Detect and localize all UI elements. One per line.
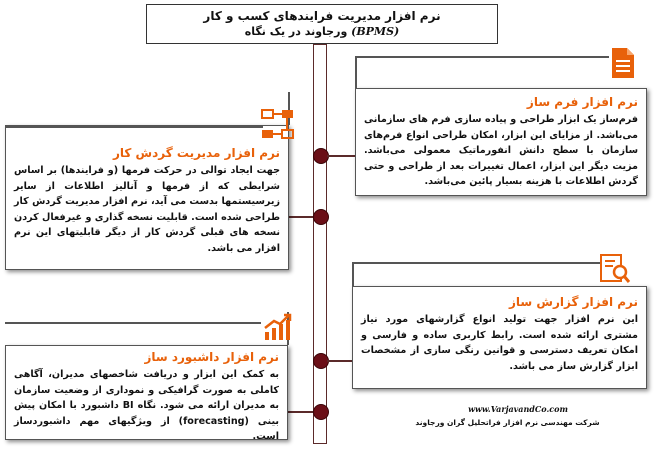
footer-url: www.VarjavandCo.com	[468, 404, 568, 414]
report-search-icon	[598, 252, 632, 286]
title-line-2	[147, 25, 497, 38]
card-workflow-heading: نرم افزار مدیریت گردش کار	[112, 146, 280, 160]
card-workflow-body: جهت ایجاد توالی در حرکت فرمها (و فرایندها) بر اساس شرایطی که از فرمها و آنالیز اطلاعات از سایر زیرسیستمها بدست می آید، نرم افزار مدیریت گردش کار طراحی شده است. قابلیت نسخه گذاری و غیرفعال کردن نسخه های قبلی گردش کار از دیگر قابلیتهای این نرم افزار می باشد.	[14, 165, 280, 254]
card-workflow-bar-top	[5, 126, 263, 128]
title-abbr: (BPMS)	[351, 25, 400, 38]
connector-workflow	[288, 216, 313, 218]
title-line-1: نرم افزار مدیریت فرایندهای کسب و کار	[203, 9, 441, 23]
card-report-builder-bar-top	[352, 262, 602, 264]
card-dashboard	[5, 345, 288, 440]
timeline-trunk	[313, 44, 327, 444]
title-box	[146, 4, 498, 44]
card-dashboard-bar-top	[5, 322, 261, 324]
timeline-node-4	[313, 404, 329, 420]
connector-dashboard	[288, 411, 313, 413]
workflow-diagram-icon	[260, 108, 296, 142]
card-form-builder-body: فرم‌ساز یک ابزار طراحی و پیاده سازی فرم های سازمانی می‌باشد. از مزایای این ابزار، امکان طراحی انواع فرم‌های سازمان با سطح دانش انفورماتیک معمولی می‌باشد. مزیت دیگر این ابزار، اعمال تغییرات بعد از طراحی و حتی گردش اطلاعات با هزینه بسیار پائین می‌باشد.	[364, 114, 638, 187]
card-report-builder-heading: نرم افزار گزارش ساز	[509, 295, 638, 309]
card-dashboard-body: به کمک این ابزار و دریافت شاخصهای مدیران، آگاهی کاملی به صورت گرافیکی و نموداری از وضعیت سازمان به مدیران ارائه می شود. نگاه BI داشبورد با امکان پیش بینی (forecasting) از ویژگیهای مهم داشبوردساز است.	[14, 369, 279, 442]
form-document-icon	[610, 46, 636, 80]
card-report-builder-body: این نرم افزار جهت تولید انواع گزارشهای مورد نیاز مشتری ارائه شده است. رابط کاربری ساده و فارسی و امکان تعریف دسترسی و قوانین رنگی سازی از مشخصات ابزار گزارش ساز می باشد.	[361, 314, 638, 372]
card-report-builder-bar-left	[352, 262, 354, 287]
card-form-builder-bar-top	[355, 56, 609, 58]
card-dashboard-heading: نرم افزار داشبورد ساز	[144, 350, 279, 364]
card-form-builder-bar-left	[355, 56, 357, 89]
timeline-node-2	[313, 209, 329, 225]
rising-chart-icon	[262, 312, 294, 342]
card-form-builder-heading: نرم افزار فرم ساز	[526, 95, 638, 109]
card-report-builder	[352, 286, 647, 389]
title-suffix: ورجاوند در یک نگاه	[244, 25, 348, 38]
footer-company: شرکت مهندسی نرم افزار فراتحلیل گران ورجاوند	[415, 418, 600, 427]
card-form-builder	[355, 88, 647, 196]
card-workflow	[5, 125, 289, 270]
connector-report-builder	[327, 360, 352, 362]
